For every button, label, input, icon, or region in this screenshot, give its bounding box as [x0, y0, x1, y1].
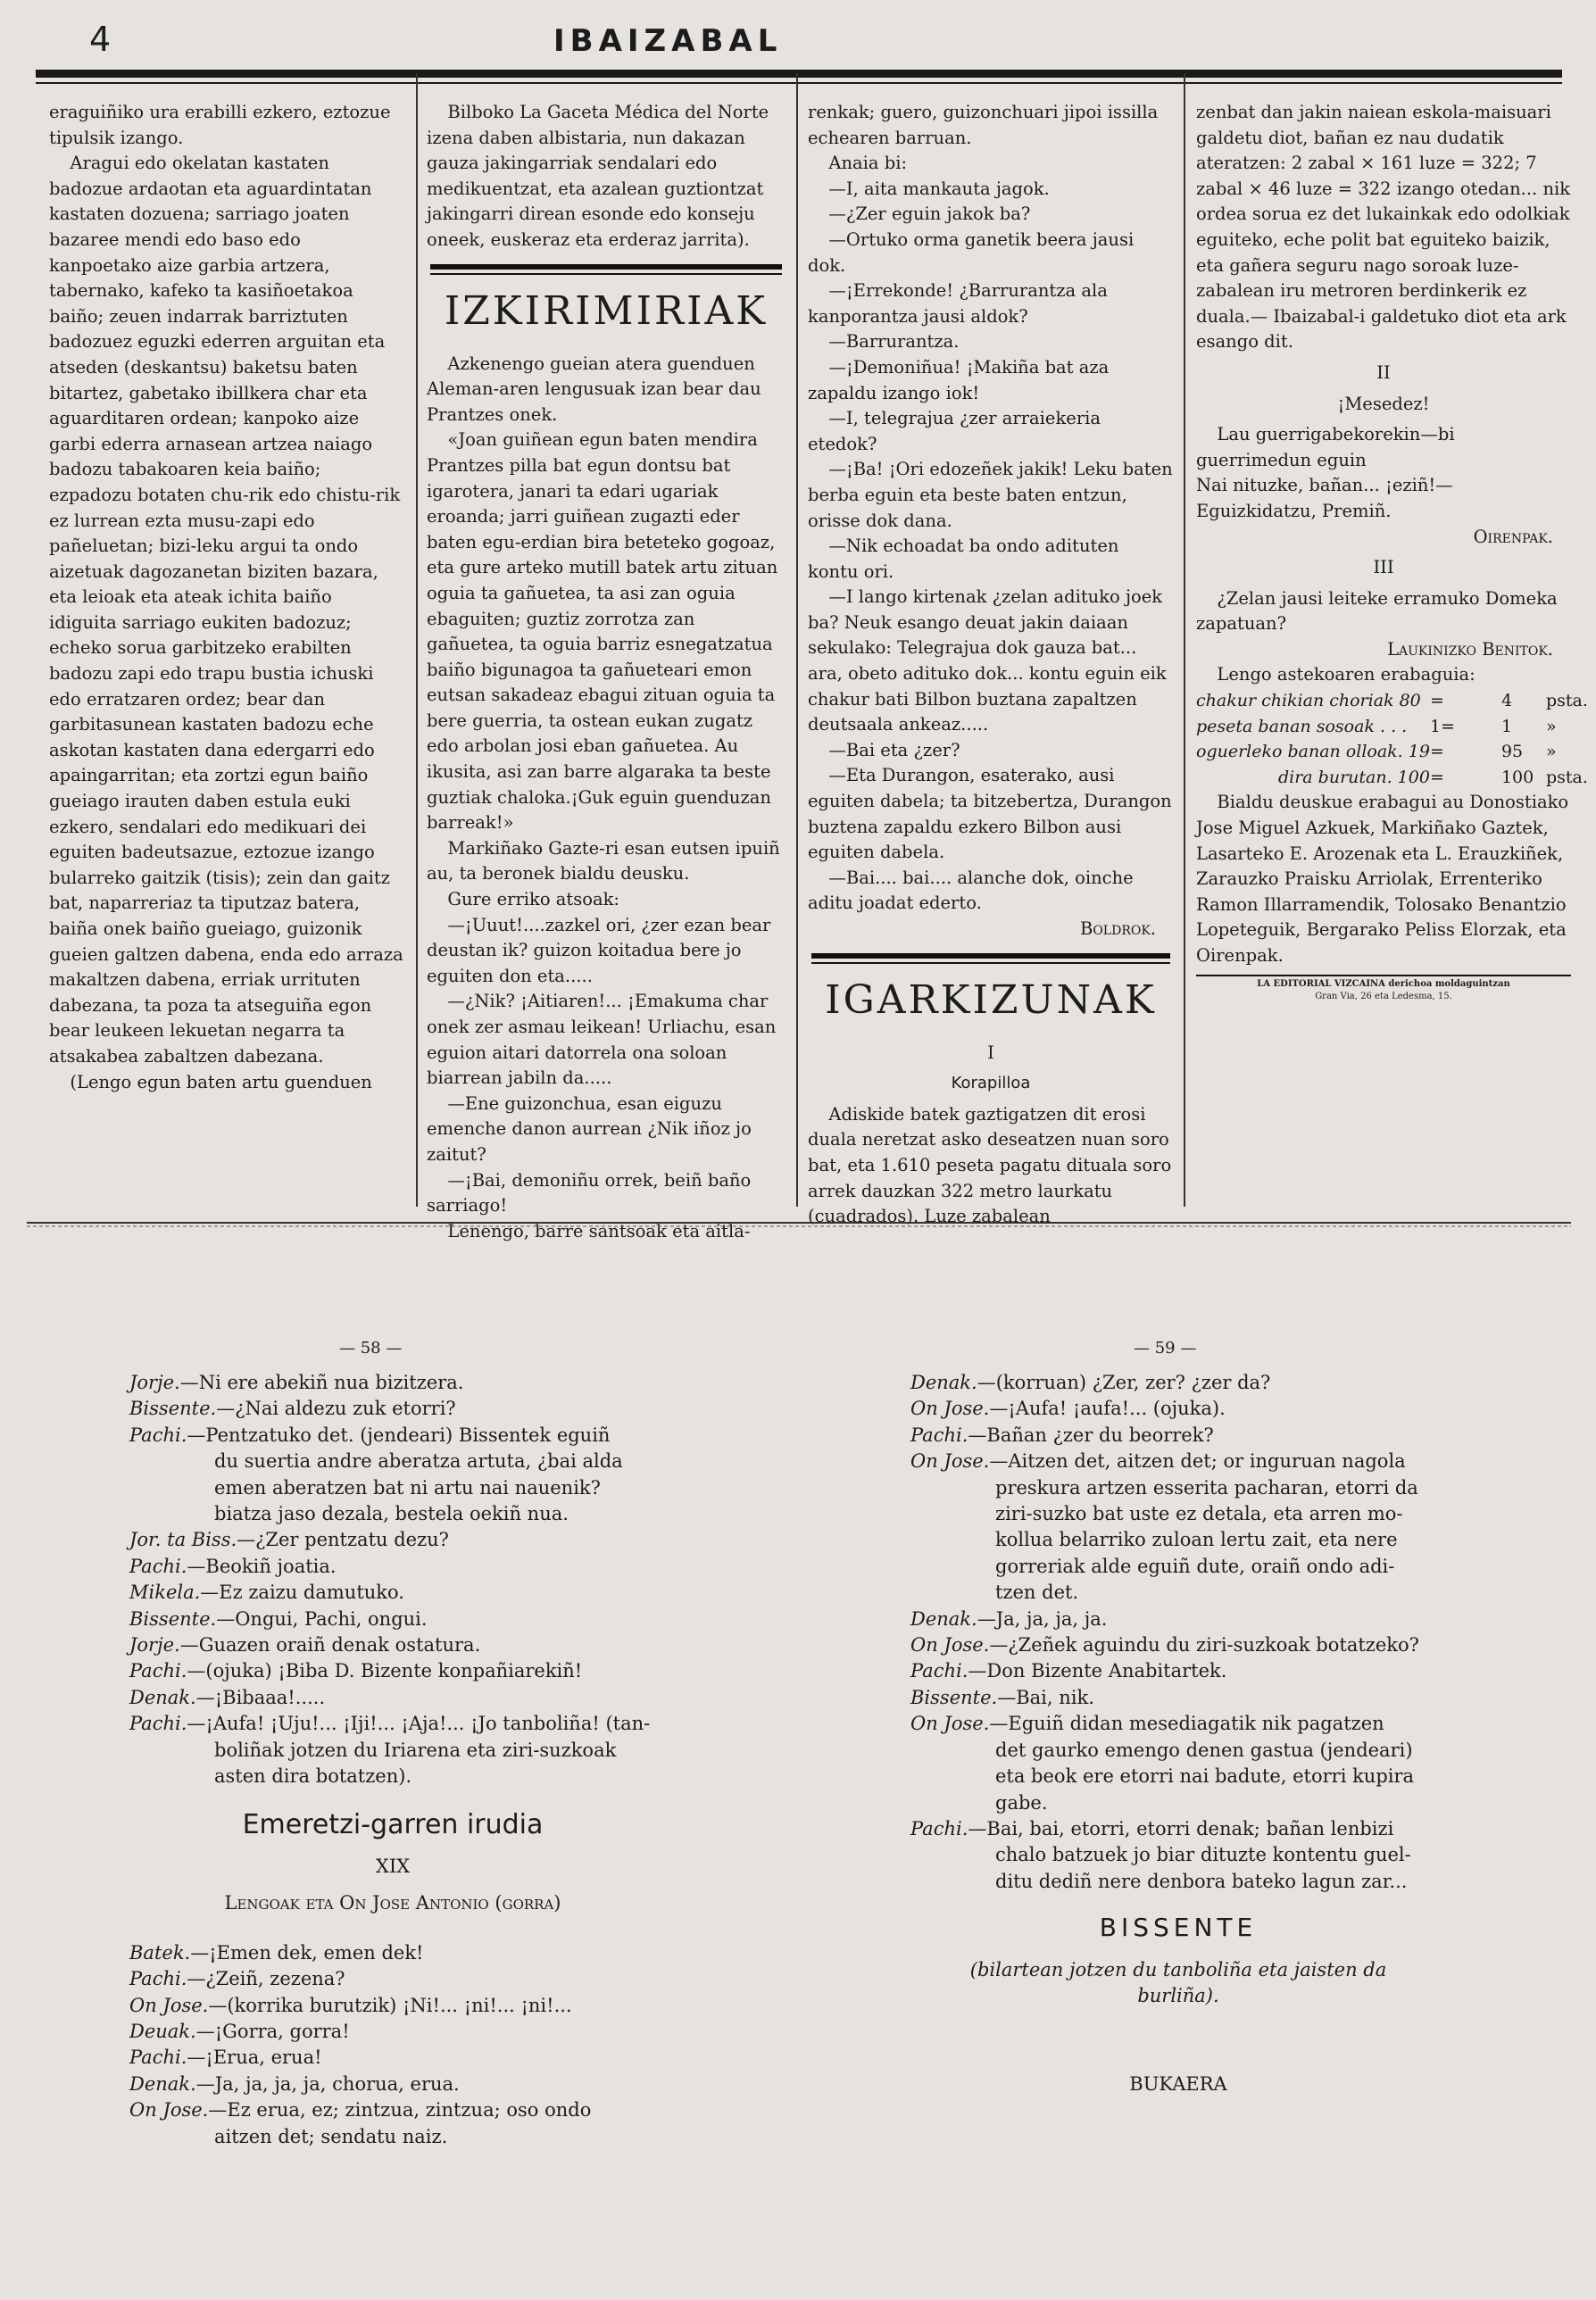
paragraph: —Bai eta ¿zer?	[828, 739, 960, 760]
section-rule	[430, 264, 782, 275]
solution-cell: chakur chikian choriak 80	[1196, 691, 1421, 711]
dialogue-text: asten dira botatzen).	[214, 1765, 412, 1788]
solution-cell: 95	[1500, 742, 1524, 762]
speaker-name: Deuak.	[129, 2020, 196, 2042]
dialogue-line	[910, 1501, 1446, 1527]
scene-heading: BISSENTE	[1099, 1913, 1258, 1943]
dialogue-text: —Ez erua, ez; zintzua, zintzua; oso ondo	[208, 2099, 592, 2121]
speaker-name: Jorje.	[129, 1634, 180, 1656]
dialogue-text: emen aberatzen bat ni artu nai nauenik?	[214, 1476, 601, 1499]
dialogue-text: —¿Zeiñ, zezena?	[187, 1968, 345, 1990]
dialogue-line	[129, 1658, 656, 1684]
signature: Laukinizko Benitok.	[1387, 638, 1553, 660]
dialogue-text: —¡Emen dek, emen dek!	[190, 1941, 424, 1964]
speaker-name: Pachi.	[129, 2047, 187, 2069]
paragraph: —¡Ba! ¡Ori edozeñek jakik! Leku baten berba eguin eta beste baten entzun, orisse dok dana.	[808, 459, 1173, 531]
paragraph: —I lango kirtenak ¿zelan adituko joek ba? Neuk esango deuat jakin daiaan sekulako: Telegrajua dok gauza bat... ara, obeto adituko dok... kontu eguin eik chakur bati Bilbon buztana zapaltzen deutsaala ankeaz.....	[808, 586, 1167, 735]
signature: Oirenpak.	[1473, 526, 1553, 547]
speaker-name: Pachi.	[129, 1968, 187, 1990]
speaker-name: On Jose.	[129, 2099, 209, 2121]
speaker-name: Jor. ta Biss.	[129, 1529, 237, 1551]
paragraph: —I, telegrajua ¿zer arraiekeria etedok?	[808, 408, 1101, 454]
paragraph: Aragui edo okelatan kastaten badozue ardaotan eta aguardintatan kastaten dozuena; sarriago joaten bazaree mendi edo baso edo kanpoetako aize garbia artzera, tabernako, kafeko ta kasiñoetakoa baiño; zeuen indarrak barriztuten badozuez eguzki ederren arguitan eta atseden (deskantsu) baketsu baten bitartez, gabetako ibillkera char eta aguarditaren ordean; kanpoko aize garbi ederra arnasean artzea naiago badozu tabakoaren keia baiño; ezpadozu botaten chu-rik edo chistu-rik ez lurrean ezta musu-zapi edo pañeluetan; bizi-leku argui ta ondo aizetuak dagozanetan biziten bazara, eta leioak eta ateak ichita baiño idiguita sarriago eukiten badozuz; echeko sorua garbitzeko erabilten badozu zapi edo trapu bustia ichuski edo erratzaren ordez; bear dan garbitasunean kastaten badozu eche askotan kastaten dana edergarri edo apaingarritan; eta zortzi egun baiño gueiago irauten daben estula euki ezkero, sendalari edo medikuari dei eguiten badeutsazue, eztozue izango bularreko gaitzik (tisis); zein dan gaitz bat, naparreriaz ta tiputzaz batera, baiña onek baiño gueiago, guizonik gueien galtzen dabena, enda edo arraza makaltzen dabena, erriak urrituten dabezana, ta poza ta atseguiña egon bear leukeen lekuetan negarra ta atsakabea zabaltzen dabezana.	[49, 153, 403, 1067]
dialogue-line	[910, 1580, 1446, 1606]
act-heading: Emeretzi-garren irudia	[242, 1808, 544, 1840]
stage-direction: (bilartean jotzen du tanboliña eta jaisten da burliña).	[969, 1958, 1387, 2006]
dialogue-line	[910, 1869, 1446, 1895]
dialogue-line	[910, 1396, 1446, 1422]
dialogue-line	[910, 1607, 1446, 1632]
dialogue-line	[129, 2045, 656, 2071]
speaker-name: Pachi.	[129, 1555, 187, 1577]
dialogue-line	[129, 2072, 656, 2097]
top-rule	[36, 70, 1562, 78]
dialogue-text: boliñak jotzen du Iriarena eta ziri-suzkoak	[214, 1739, 617, 1761]
dialogue-line	[129, 1685, 656, 1711]
dialogue-text: —Ja, ja, ja, ja, chorua, erua.	[195, 2072, 460, 2095]
paragraph: —¡Errekonde! ¿Barrurantza ala kanporantza jausi aldok?	[808, 280, 1108, 327]
dialogue-line	[129, 1554, 656, 1580]
dialogue-line	[129, 2097, 656, 2123]
dialogue-line	[910, 1554, 1446, 1580]
paragraph: —Barrurantza.	[828, 331, 960, 353]
paragraph: «Joan guiñean egun baten mendira Prantzes pilla bat egun dontsu bat igarotera, janari ta edari ugariak eroanda; jarri guiñean zugazti eder baten egu-erdian bira beteteko gogoaz, eta gure arteko mutill batek artu zituan oguia ta gañuetea, ta asi zan oguia ebaguiten; guztiz zorrotza zan gañuetea, ta oguia barriz esnegatzatua baiño bigunagoa ta gañueteari emon eutsan sakadeaz ebagui zituan oguia ta bere guerria, ta ostean eukan zugatz edo arbolan josi eban gañuetea. Au ikusita, asi zan barre algaraka ta beste guztiak chaloka.¡Guk eguin guenduzan barreak!»	[427, 429, 778, 834]
imprint-address: Gran Via, 26 eta Ledesma, 15.	[1315, 991, 1452, 1001]
dialogue-text: gorreriak alde eguiñ dute, oraiñ ondo adi-	[995, 1555, 1395, 1577]
column-divider	[416, 73, 418, 1207]
solution-table	[1196, 688, 1588, 790]
dialogue-text: biatza jaso dezala, bestela oekiñ nua.	[214, 1503, 569, 1525]
dialogue-line	[910, 1632, 1446, 1658]
paragraph: Gure erriko atsoak:	[447, 889, 619, 910]
speaker-name: Mikela.	[129, 1582, 201, 1604]
solution-cell: 1	[1500, 716, 1513, 736]
left-page-number: — 58 —	[339, 1339, 403, 1358]
dialogue-text: gabe.	[995, 1791, 1048, 1814]
speaker-name: Pachi.	[129, 1424, 187, 1446]
paragraph: —¡Uuut!....zazkel ori, ¿zer ezan bear deustan ik? guizon koitadua bere jo eguiten don eta.....	[427, 914, 771, 986]
solution-cell: peseta banan sosoak . . .	[1196, 716, 1408, 736]
dialogue-text: —Bai, bai, etorri, etorri denak; bañan lenbizi	[968, 1817, 1394, 1839]
paragraph: Adiskide batek gaztigatzen dit erosi duala neretzat asko deseatzen nuan soro bat, eta 1.610 peseta pagatu dituala soro arrek dauzkan 322 metro laurkatu (cuadrados). Luze zabalean	[808, 1103, 1172, 1227]
riddle-number: I	[987, 1042, 994, 1063]
section-rule	[811, 953, 1170, 964]
dialogue-text: —Ja, ja, ja, ja.	[977, 1607, 1108, 1630]
solution-cell: =	[1429, 691, 1444, 711]
riddle-title: ¡Mesedez!	[1337, 393, 1430, 414]
speaker-name: Pachi.	[129, 1660, 187, 1682]
dialogue-text: —¡Aufa! ¡Uju!... ¡Iji!... ¡Aja!... ¡Jo tanboliña! (tan-	[187, 1713, 651, 1735]
dialogue-text: ditu dediñ nere denbora bateko lagun zar...	[995, 1870, 1408, 1892]
solution-cell: dira burutan. 100	[1277, 767, 1430, 787]
dialogue-text: du suertia andre aberatza artuta, ¿bai alda	[214, 1450, 623, 1473]
solution-cell: =	[1429, 742, 1444, 762]
left-page	[129, 1370, 656, 2150]
paragraph: —¿Zer eguin jakok ba?	[828, 203, 1031, 225]
dialogue-text: —Eguiñ didan mesediagatik nik pagatzen	[989, 1713, 1384, 1735]
solution-cell: oguerleko banan olloak. 19	[1196, 742, 1430, 762]
speaker-name: Denak.	[910, 1607, 977, 1630]
dialogue-line	[129, 1632, 656, 1658]
dialogue-line	[910, 1842, 1446, 1868]
paragraph: —I, aita mankauta jagok.	[828, 178, 1050, 199]
dialogue-text: —Aitzen det, aitzen det; or inguruan nagola	[989, 1450, 1406, 1473]
dialogue-line	[910, 1423, 1446, 1449]
dialogue-line	[910, 1527, 1446, 1553]
dialogue-line	[129, 1501, 656, 1527]
speaker-name: Bissente.	[129, 1398, 217, 1420]
solution-cell: »	[1545, 716, 1557, 736]
dialogue-line	[129, 1475, 656, 1501]
section-heading: IZKIRIMIRIAK	[444, 287, 769, 334]
paragraph: —Nik echoadat ba ondo adituten kontu ori.	[808, 536, 1119, 582]
cast-line: Lengoak eta On Jose Antonio (gorra)	[224, 1892, 561, 1914]
section-heading: IGARKIZUNAK	[825, 976, 1157, 1023]
paragraph: Lenengo, barre santsoak eta aitla-	[447, 1220, 751, 1241]
dialogue-line	[129, 1764, 656, 1789]
paragraph: Azkenengo gueian atera guenduen Aleman-aren lengusuak izan bear dau Prantzes onek.	[427, 353, 761, 425]
dialogue-text: —¡Gorra, gorra!	[195, 2020, 350, 2042]
article-column-2	[427, 100, 786, 1241]
riddle-title: Korapilloa	[951, 1074, 1031, 1093]
dialogue-text: —Bai, nik.	[997, 1686, 1094, 1708]
dialogue-line	[129, 1423, 656, 1449]
scene-number: XIX	[375, 1855, 411, 1877]
imprint: LA EDITORIAL VIZCAINA derichoa moldaguintzan	[1257, 978, 1510, 989]
speaker-name: Batek.	[129, 1941, 191, 1964]
dialogue-line	[910, 1738, 1446, 1764]
solution-cell: 4	[1500, 691, 1513, 711]
dialogue-text: —¿Zer pentzatu dezu?	[237, 1529, 449, 1551]
dialogue-text: eta beok ere etorri nai badute, etorri kupira	[995, 1765, 1415, 1788]
end-label: BUKAERA	[1129, 2073, 1227, 2096]
dialogue-text: —Beokiñ joatia.	[187, 1555, 337, 1577]
signature: Boldrok.	[1079, 918, 1156, 939]
dialogue-text: —¡Aufa! ¡aufa!... (ojuka).	[989, 1398, 1226, 1420]
dialogue-line	[910, 1790, 1446, 1816]
solution-cell: »	[1545, 742, 1557, 762]
paragraph: —¿Nik? ¡Aitiaren!... ¡Emakuma char onek zer asmau leikean! Urliachu, esan eguion aitari datorrela ona soloan biarrean jabiln da.....	[427, 991, 777, 1089]
solution-cell: psta.	[1545, 691, 1588, 711]
paragraph: —Ene guizonchua, esan eiguzu emenche danon aurrean ¿Nik iñoz jo zaitut?	[427, 1092, 752, 1165]
dialogue-line	[910, 1475, 1446, 1501]
dialogue-text: —¡Bibaaa!.....	[195, 1686, 326, 1708]
speaker-name: Denak.	[129, 2072, 196, 2095]
dialogue-text: ziri-suzko bat uste ez detala, eta arren mo-	[995, 1503, 1403, 1525]
dialogue-text: aitzen det; sendatu naiz.	[214, 2125, 448, 2147]
dialogue-line	[129, 1966, 656, 1992]
dialogue-line	[129, 1527, 656, 1553]
paragraph: —¡Bai, demoniñu orrek, beiñ baño sarriago!	[427, 1169, 752, 1216]
paragraph: —Eta Durangon, esaterako, ausi eguiten dabela; ta bitzebertza, Durangon buztena zapaldu ezkero Bilbon ausi eguiten dabela.	[808, 765, 1172, 863]
top-rule-thin	[36, 82, 1562, 84]
riddle-poem: Lau guerrigabekorekin—bi guerrimedun eguin Nai nituzke, bañan... ¡eziñ!—Eguizkidatzu, Premiñ.	[1196, 424, 1455, 521]
dialogue-line	[910, 1658, 1446, 1684]
dialogue-line	[129, 1940, 656, 1966]
dialogue-text: det gaurko emengo denen gastua (jendeari)	[995, 1739, 1413, 1761]
dialogue-line	[910, 1816, 1446, 1842]
paragraph: (Lengo egun baten artu guenduen	[70, 1071, 372, 1092]
dialogue-text: tzen det.	[995, 1582, 1079, 1604]
column-divider	[796, 73, 798, 1207]
dialogue-line	[129, 1580, 656, 1606]
dialogue-line	[129, 1370, 656, 1396]
dialogue-text: —Ongui, Pachi, ongui.	[216, 1607, 428, 1630]
dialogue-line	[910, 1370, 1446, 1396]
dialogue-line	[910, 1764, 1446, 1789]
dialogue-line	[129, 1738, 656, 1764]
paragraph: —Bai.... bai.... alanche dok, oinche aditu joadat ederto.	[808, 867, 1134, 914]
paragraph: ¿Zelan jausi leiteke erramuko Domeka zapatuan?	[1196, 587, 1558, 635]
dialogue-text: —Bañan ¿zer du beorrek?	[968, 1424, 1214, 1446]
speaker-name: Denak.	[129, 1686, 196, 1708]
paragraph: Bialdu deuskue erabagui au Donostiako Jose Miguel Azkuek, Markiñako Gaztek, Lasarteko E. Arozenak eta L. Erauzkiñek, Zarauzko Praisku Arriolak, Errenteriko Ramon Illarramendik, Tolosako Benantzio Lopeteguik, Bergarako Peliss Elorzak, eta Oirenpak.	[1196, 792, 1569, 966]
dialogue-text: —(korruan) ¿Zer, zer? ¿zer da?	[977, 1372, 1271, 1393]
speaker-name: On Jose.	[129, 1994, 209, 2016]
dialogue-line	[910, 1711, 1446, 1737]
paragraph: Markiñako Gazte-ri esan eutsen ipuiñ au, ta beronek bialdu deusku.	[427, 837, 780, 884]
dialogue-text: —Ez zaizu damutuko.	[200, 1582, 404, 1604]
dialogue-text: —Pentzatuko det. (jendeari) Bissentek eguiñ	[187, 1424, 611, 1446]
speaker-name: On Jose.	[910, 1450, 990, 1473]
riddle-number: III	[1373, 557, 1394, 578]
dialogue-line	[129, 1711, 656, 1737]
speaker-name: Bissente.	[910, 1686, 998, 1708]
dialogue-line	[910, 1449, 1446, 1474]
dialogue-text: preskura artzen esserita pacharan, etorri da	[995, 1476, 1418, 1499]
right-page	[910, 1370, 1446, 2098]
paragraph: zenbat dan jakin naiean eskola-maisuari galdetu diot, bañan ez nau dudatik ateratzen: 2 zabal × 161 luze = 322; 7 zabal × 46 luze = 322 izango otedan... nik ordea sorua ez det lukainkak edo odolkiak eguiteko, eche polit bat eguiteko baizik, eta gañera seguru nago soroak luze-zabalean iru metroren berdinkerik ez duala.— Ibaizabal-i galdetuko diot eta ark esango dit.	[1196, 102, 1571, 353]
article-column-4	[1196, 100, 1588, 1216]
riddle-number: II	[1376, 361, 1391, 383]
column-divider	[1184, 73, 1185, 1207]
speaker-name: On Jose.	[910, 1713, 990, 1735]
solution-cell: 100	[1500, 767, 1534, 787]
solution-cell: 1=	[1429, 716, 1455, 736]
speaker-name: On Jose.	[910, 1398, 990, 1420]
paragraph: —¡Demoniñua! ¡Makiña bat aza zapaldu izango iok!	[808, 356, 1110, 403]
dialogue-text: —¿Nai aldezu zuk etorri?	[216, 1398, 456, 1420]
paragraph: —Ortuko orma ganetik beera jausi dok.	[808, 228, 1135, 276]
speaker-name: Pachi.	[910, 1424, 968, 1446]
paragraph: eraguiñiko ura erabilli ezkero, eztozue tipulsik izango.	[49, 102, 391, 148]
imprint-rule	[1196, 975, 1571, 976]
article-column-3	[808, 100, 1174, 1227]
speaker-name: On Jose.	[910, 1634, 990, 1656]
dialogue-line	[129, 1396, 656, 1422]
paragraph: renkak; guero, guizonchuari jipoi issilla echearen barruan.	[808, 102, 1159, 148]
speaker-name: Jorje.	[129, 1372, 180, 1393]
paragraph: Anaia bi:	[828, 153, 908, 174]
dialogue-line	[129, 2019, 656, 2045]
speaker-name: Pachi.	[910, 1660, 968, 1682]
masthead-title: IBAIZABAL	[553, 23, 783, 59]
speaker-name: Pachi.	[910, 1817, 968, 1839]
dialogue-text: —¡Erua, erua!	[187, 2047, 322, 2069]
solution-cell: psta.	[1545, 767, 1588, 787]
dialogue-text: —(korrika burutzik) ¡Ni!... ¡ni!... ¡ni!...	[208, 1994, 572, 2016]
dialogue-text: —Ni ere abekiñ nua bizitzera.	[179, 1372, 464, 1393]
dialogue-line	[910, 1685, 1446, 1711]
separator-rule	[27, 1220, 1571, 1229]
dialogue-line	[129, 1993, 656, 2019]
paragraph: Lengo astekoaren erabaguia:	[1217, 664, 1475, 685]
page-number: 4	[89, 20, 112, 59]
speaker-name: Bissente.	[129, 1607, 217, 1630]
dialogue-line	[129, 1607, 656, 1632]
dialogue-text: —(ojuka) ¡Biba D. Bizente konpañiarekiñ!	[187, 1660, 583, 1682]
paragraph: Bilboko La Gaceta Médica del Norte izena daben albistaria, nun dakazan gauza jakingarriak sendalari edo medikuentzat, eta azalean guztiontzat jakingarri direan esonde edo konseju oneek, euskeraz eta erderaz jarrita).	[427, 102, 769, 250]
dialogue-text: —Guazen oraiñ denak ostatura.	[179, 1634, 481, 1656]
dialogue-text: kollua belarriko zuloan lertu zait, eta nere	[995, 1529, 1398, 1551]
dialogue-line	[129, 2124, 656, 2150]
article-column-1	[49, 100, 404, 1207]
dialogue-line	[129, 1449, 656, 1474]
dialogue-text: —Don Bizente Anabitartek.	[968, 1660, 1227, 1682]
speaker-name: Pachi.	[129, 1713, 187, 1735]
dialogue-text: chalo batzuek jo biar dituzte kontentu guel-	[995, 1844, 1411, 1866]
speaker-name: Denak.	[910, 1372, 977, 1393]
right-page-number: — 59 —	[1134, 1339, 1197, 1358]
dialogue-text: —¿Zeñek aguindu du ziri-suzkoak botatzeko?	[989, 1634, 1419, 1656]
solution-cell: =	[1429, 767, 1444, 787]
